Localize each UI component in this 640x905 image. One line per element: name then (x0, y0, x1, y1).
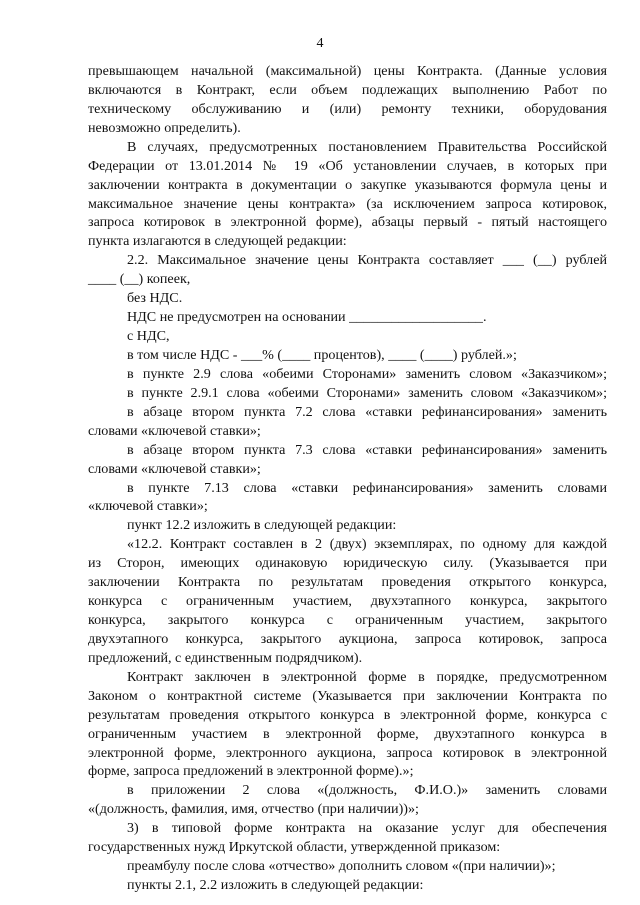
text-line: двухэтапного конкурса, закрытого аукциона, запроса котировок, запроса (88, 630, 607, 647)
text-line: заключении контракта в документации о закупке указываются формула цены и (88, 176, 607, 193)
text-line: «(должность, фамилия, имя, отчество (при наличии))»; (88, 801, 419, 818)
text-line: преамбулу после слова «отчество» дополнить словом «(при наличии)»; (127, 858, 556, 875)
text-line: «12.2. Контракт составлен в 2 (двух) экземплярах, по одному для каждой (127, 536, 607, 553)
text-line: ограниченным участием в электронной форме, двухэтапного конкурса в (88, 725, 607, 742)
text-line: максимальное значение цены контракта» (за исключением запроса котировок, (88, 195, 607, 212)
text-line: В случаях, предусмотренных постановлением Правительства Российской (127, 138, 607, 155)
text-line: Контракт заключен в электронной форме в порядке, предусмотренном (127, 668, 607, 685)
text-line: в абзаце втором пункта 7.3 слова «ставки рефинансирования» заменить (127, 441, 607, 458)
text-line: конкурса, закрытого конкурса с ограниченным участием, закрытого (88, 612, 607, 629)
text-line: с НДС, (127, 328, 170, 345)
text-line: форме, запроса предложений в электронной форме).»; (88, 763, 414, 780)
text-line: запроса котировок в электронной форме), абзацы первый - пятый настоящего (88, 214, 607, 231)
text-line: конкурса с ограниченным участием, двухэтапного конкурса, закрытого (88, 593, 607, 610)
text-line: техническому обслуживанию и (или) ремонту техники, оборудования (88, 100, 607, 117)
text-line: в пункте 2.9.1 слова «обеими Сторонами» заменить словом «Заказчиком»; (127, 384, 607, 401)
text-line: без НДС. (127, 290, 183, 307)
text-line: «ключевой ставки»; (88, 498, 208, 515)
text-line: электронной форме, электронного аукциона, запроса котировок в электронной (88, 744, 607, 761)
text-line: в пункте 2.9 слова «обеими Сторонами» заменить словом «Заказчиком»; (127, 365, 607, 382)
text-line: Законом о контрактной системе (Указывается при заключении Контракта по (88, 687, 607, 704)
text-line: 2.2. Максимальное значение цены Контракта составляет ___ (__) рублей (127, 252, 607, 269)
text-line: в том числе НДС - ___% (____ процентов), ____ (____) рублей.»; (127, 346, 517, 363)
text-line: предложений, с единственным подрядчиком). (88, 649, 363, 666)
text-line: результатам проведения открытого конкурса в электронной форме, конкурса с (88, 706, 607, 723)
text-line: НДС не предусмотрен на основании ___________________. (127, 309, 487, 326)
text-line: пункта излагаются в следующей редакции: (88, 233, 347, 250)
text-line: заключении Контракта по результатам проведения открытого конкурса, (88, 574, 607, 591)
text-line: государственных нужд Иркутской области, утвержденной приказом: (88, 839, 501, 856)
text-line: включаются в Контракт, если объем подлежащих выполнению Работ по (88, 81, 607, 98)
text-line: в пункте 7.13 слова «ставки рефинансирования» заменить словами (127, 479, 607, 496)
text-line: в приложении 2 слова «(должность, Ф.И.О.)» заменить словами (127, 782, 607, 799)
text-line: словами «ключевой ставки»; (88, 422, 261, 439)
text-line: превышающем начальной (максимальной) цены Контракта. (Данные условия (88, 63, 607, 79)
text-line: ____ (__) копеек, (88, 271, 191, 288)
text-line: из Сторон, имеющих одинаковую юридическую силу. (Указывается при (88, 555, 607, 572)
text-line: пункты 2.1, 2.2 изложить в следующей редакции: (127, 877, 424, 894)
text-line: в абзаце втором пункта 7.2 слова «ставки рефинансирования» заменить (127, 403, 607, 420)
page-number: 4 (316, 36, 324, 51)
text-line: 3) в типовой форме контракта на оказание услуг для обеспечения (127, 820, 607, 837)
text-line: Федерации от 13.01.2014 № 19 «Об установлении случаев, в которых при (88, 157, 607, 174)
text-line: словами «ключевой ставки»; (88, 460, 261, 477)
text-line: невозможно определить). (88, 119, 241, 136)
text-line: пункт 12.2 изложить в следующей редакции: (127, 517, 397, 534)
